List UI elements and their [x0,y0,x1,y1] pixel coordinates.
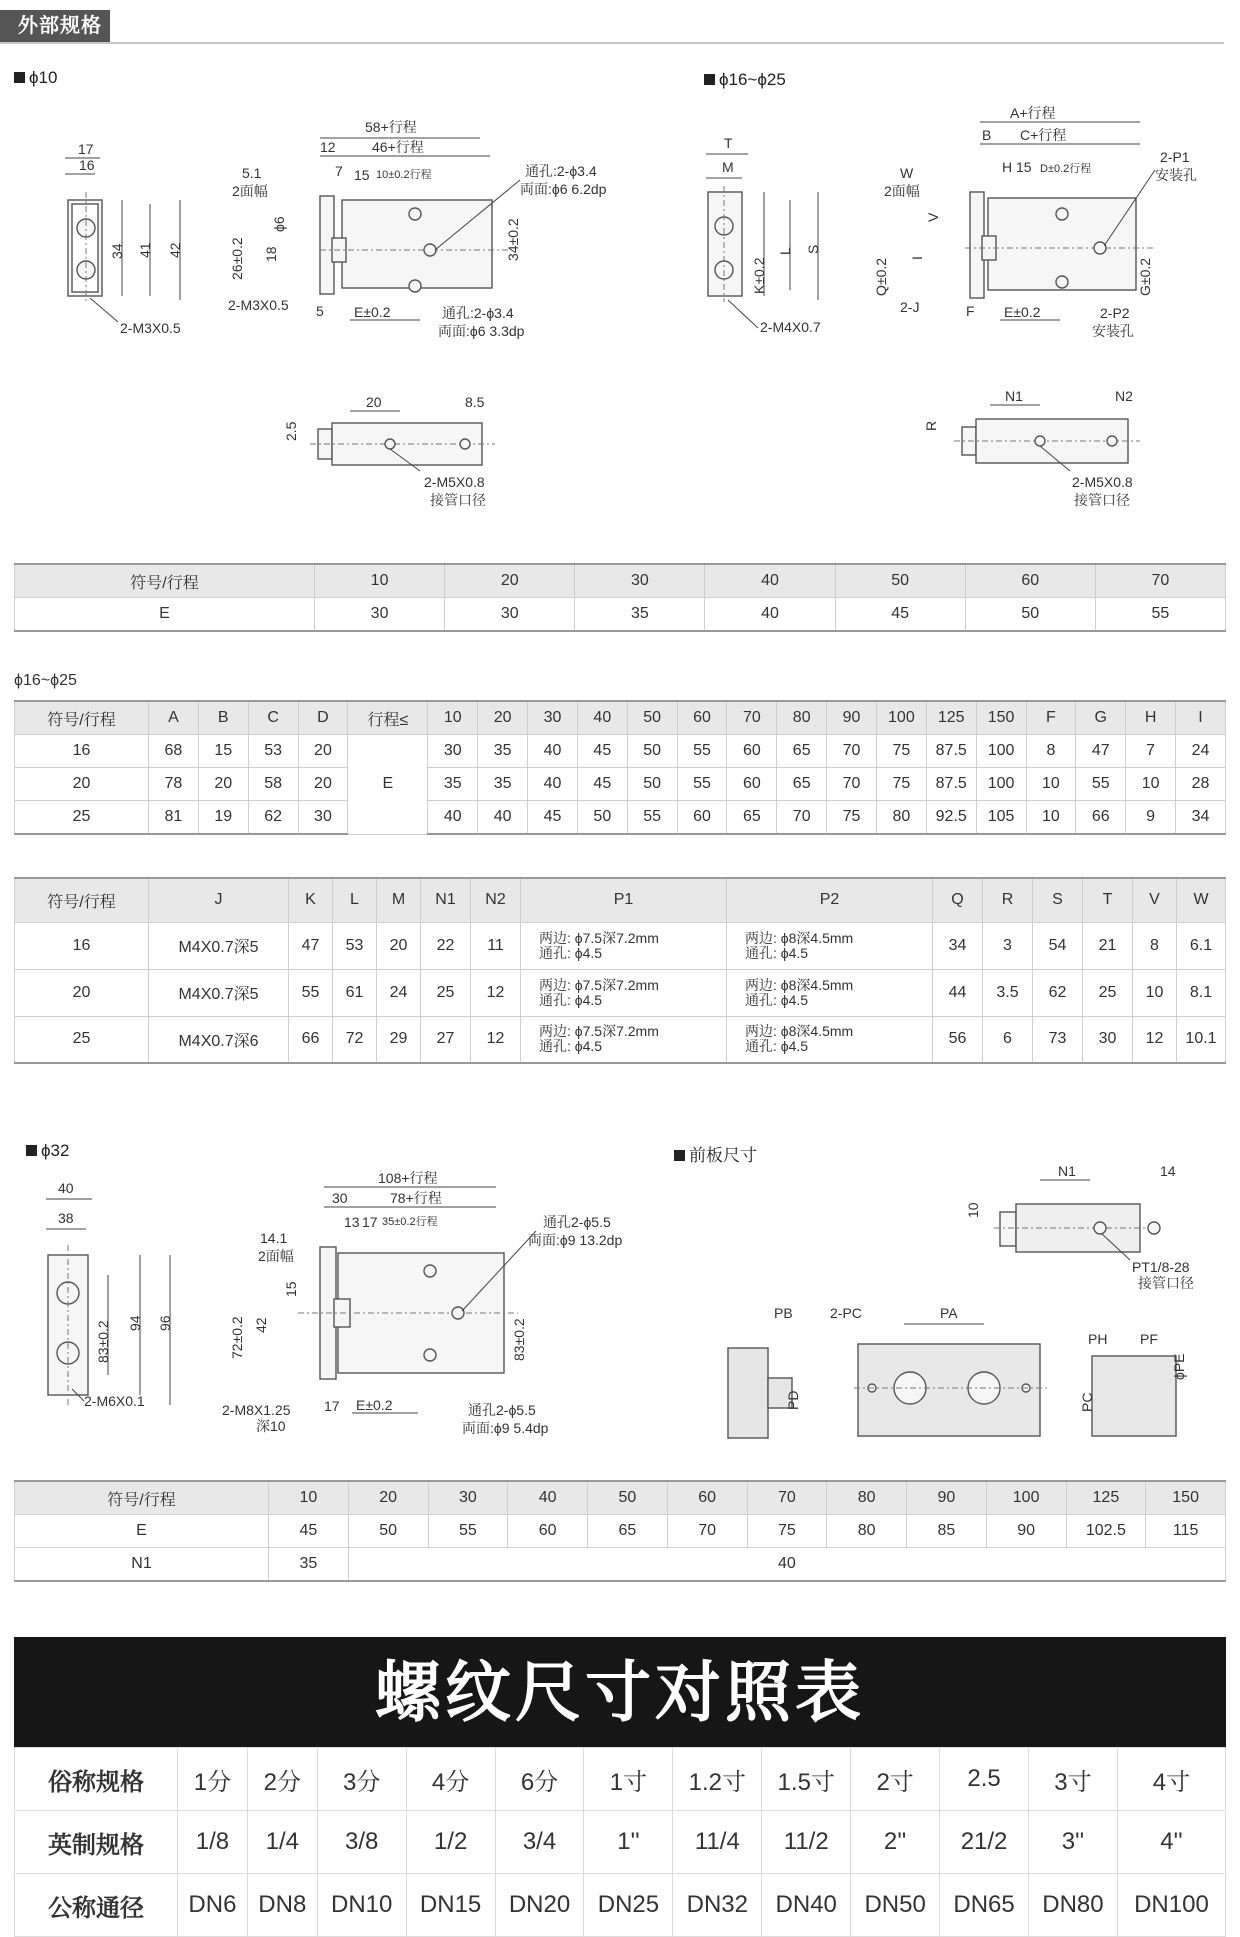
svg-text:両面:ϕ9 13.2dp: 両面:ϕ9 13.2dp [528,1232,623,1248]
svg-text:34: 34 [109,243,125,259]
table-row: 25 81 19 62 30 40 40 45 50 55 60 65 70 75 80 92.5 105 10 66 9 34 [15,801,1226,835]
svg-text:PT1/8-28: PT1/8-28 [1132,1259,1190,1275]
table-header-row: 符号/行程 10 20 30 40 50 60 70 [15,564,1226,598]
svg-text:Q±0.2: Q±0.2 [873,257,889,296]
table2-e-label: E [348,735,428,835]
svg-text:40: 40 [58,1180,74,1196]
table2-title: ϕ16~ϕ25 [14,672,77,689]
svg-text:26±0.2: 26±0.2 [229,237,245,280]
svg-text:38: 38 [58,1210,74,1226]
svg-text:PH: PH [1088,1331,1108,1347]
svg-text:13: 13 [344,1214,360,1230]
svg-text:T: T [724,135,733,151]
table-header-row: 符号/行程 10 20 30 40 50 60 70 80 90 100 125 150 [15,1481,1226,1515]
svg-text:2-P2: 2-P2 [1100,305,1130,321]
svg-text:G±0.2: G±0.2 [1137,257,1153,296]
svg-text:N1: N1 [1005,388,1023,404]
svg-text:PA: PA [940,1305,958,1321]
svg-text:72±0.2: 72±0.2 [229,1316,245,1359]
svg-text:46+行程: 46+行程 [372,139,424,155]
fig-label-phi16-25: ϕ16~ϕ25 [704,70,786,90]
svg-text:20: 20 [366,394,382,410]
svg-text:35±0.2行程: 35±0.2行程 [382,1216,438,1228]
table-phi16-25-main [14,700,1226,835]
svg-text:S: S [805,244,821,254]
svg-text:H: H [1002,159,1013,175]
svg-text:深10: 深10 [256,1418,286,1434]
svg-text:17: 17 [324,1398,340,1414]
svg-text:通孔:2-ϕ3.4: 通孔:2-ϕ3.4 [442,305,514,321]
drawing-phi16-25-top-view [920,385,1160,520]
svg-text:E±0.2: E±0.2 [356,1397,393,1413]
table-row: 16 M4X0.7深5 47 53 20 22 11 两边: ϕ7.5深7.2mm 通孔: ϕ4.5 两边: ϕ8深4.5mm 通孔: ϕ4.5 34 3 54 21 8 6.1 [15,922,1226,969]
svg-text:2.5: 2.5 [283,421,299,441]
svg-text:N1: N1 [1058,1163,1076,1179]
svg-text:15: 15 [283,1281,299,1297]
svg-text:ϕ6: ϕ6 [271,216,287,232]
svg-text:F: F [966,303,975,319]
table-phi16-25-ports [14,877,1226,1064]
table-row: N1 35 40 [15,1548,1226,1582]
svg-text:17: 17 [362,1214,378,1230]
svg-text:両面:ϕ6 3.3dp: 両面:ϕ6 3.3dp [438,323,525,339]
table-row: E 45 50 55 60 65 70 75 80 85 90 102.5 115 [15,1515,1226,1548]
svg-text:10±0.2行程: 10±0.2行程 [376,169,432,181]
svg-text:R: R [923,420,939,431]
table-phi32-stroke [14,1480,1226,1582]
svg-text:N2: N2 [1115,388,1133,404]
table-row: 25 M4X0.7深6 66 72 29 27 12 两边: ϕ7.5深7.2mm 通孔: ϕ4.5 两边: ϕ8深4.5mm 通孔: ϕ4.5 56 6 73 30 12 10.1 [15,1016,1226,1063]
svg-text:K±0.2: K±0.2 [751,257,767,294]
svg-text:15: 15 [354,167,370,183]
thread-size-table [14,1747,1226,1937]
svg-text:接管口径: 接管口径 [430,492,486,508]
fig-label-front-plate: 前板尺寸 [674,1141,757,1166]
svg-text:42: 42 [253,1317,269,1333]
svg-text:安装孔: 安装孔 [1092,323,1134,339]
svg-text:2-M6X0.1: 2-M6X0.1 [84,1393,145,1409]
svg-text:2-P1: 2-P1 [1160,149,1190,165]
svg-text:安装孔: 安装孔 [1155,167,1197,183]
svg-text:83±0.2: 83±0.2 [511,1318,527,1361]
svg-text:ϕPE: ϕPE [1171,1353,1187,1380]
section-title: 外部规格 [0,10,110,42]
svg-text:2面幅: 2面幅 [232,183,268,199]
drawing-phi32-side-view [218,1170,658,1445]
svg-text:L: L [777,247,793,255]
drawing-front-plate-top [960,1160,1220,1295]
svg-text:42: 42 [167,242,183,258]
svg-text:E±0.2: E±0.2 [1004,304,1041,320]
svg-text:2-M5X0.8: 2-M5X0.8 [1072,474,1133,490]
svg-text:W: W [900,165,914,181]
svg-text:PB: PB [774,1305,793,1321]
svg-text:2面幅: 2面幅 [884,183,920,199]
svg-text:通孔2-ϕ5.5: 通孔2-ϕ5.5 [468,1402,536,1418]
svg-text:2-M8X1.25: 2-M8X1.25 [222,1402,291,1418]
svg-text:5: 5 [316,303,324,319]
svg-text:接管口径: 接管口径 [1074,492,1130,508]
svg-text:83±0.2: 83±0.2 [95,1320,111,1363]
svg-text:M: M [722,159,734,175]
svg-text:10: 10 [965,1202,981,1218]
svg-text:8.5: 8.5 [465,394,485,410]
svg-text:17: 17 [78,141,94,157]
svg-text:接管口径: 接管口径 [1138,1275,1194,1291]
table-row: E 30 30 35 40 45 50 55 [15,598,1226,632]
svg-text:2-J: 2-J [900,299,920,315]
drawing-phi32-end-view [20,1175,200,1415]
svg-text:D±0.2行程: D±0.2行程 [1040,163,1092,175]
svg-text:16: 16 [79,157,95,173]
drawing-phi16-25-end-view [690,130,870,350]
table-row: 16 68 15 53 20 E 30 35 40 45 50 55 60 65 70 75 87.5 100 8 47 7 24 [15,735,1226,768]
svg-text:2面幅: 2面幅 [258,1248,294,1264]
svg-text:V: V [925,212,941,222]
svg-text:15: 15 [1016,159,1032,175]
svg-text:PF: PF [1140,1331,1158,1347]
svg-text:30: 30 [332,1190,348,1206]
section-header [0,10,1224,44]
svg-text:2-PC: 2-PC [830,1305,862,1321]
table-row: 20 M4X0.7深5 55 61 24 25 12 两边: ϕ7.5深7.2mm 通孔: ϕ4.5 两边: ϕ8深4.5mm 通孔: ϕ4.5 44 3.5 62 25 10 8.1 [15,969,1226,1016]
table-phi10-stroke [14,563,1226,632]
svg-text:両面:ϕ9 5.4dp: 両面:ϕ9 5.4dp [462,1420,549,1436]
svg-text:14.1: 14.1 [260,1230,288,1246]
table-row: 俗称规格 1分 2分 3分 4分 6分 1寸 1.2寸 1.5寸 2寸 2.5 3寸 4寸 [15,1748,1226,1811]
drawing-front-plate-views [720,1300,1220,1440]
svg-text:96: 96 [157,1315,173,1331]
svg-text:A+行程: A+行程 [1010,105,1056,121]
svg-text:2-M4X0.7: 2-M4X0.7 [760,319,821,335]
table-row: 英制规格 1/8 1/4 3/8 1/2 3/4 1'' 11/4 11/2 2'' 21/2 3'' 4'' [15,1811,1226,1874]
drawing-phi10-top-view [280,385,580,520]
svg-text:94: 94 [127,1315,143,1331]
svg-text:58+行程: 58+行程 [365,119,417,135]
svg-text:5.1: 5.1 [242,165,262,181]
table-row: 公称通径 DN6 DN8 DN10 DN15 DN20 DN25 DN32 DN40 DN50 DN65 DN80 DN100 [15,1874,1226,1937]
svg-text:12: 12 [320,139,336,155]
svg-text:7: 7 [335,163,343,179]
svg-text:34±0.2: 34±0.2 [505,218,521,261]
svg-text:E±0.2: E±0.2 [354,304,391,320]
svg-text:14: 14 [1160,1163,1176,1179]
table-header-row: 符号/行程 A B C D 行程≤ 10 20 30 40 50 60 70 80 90 100 125 150 F G H I [15,701,1226,735]
svg-text:C+行程: C+行程 [1020,127,1067,143]
table-row: 20 78 20 58 20 35 35 40 45 50 55 60 65 70 75 87.5 100 10 55 10 28 [15,768,1226,801]
fig-label-phi10: ϕ10 [14,68,57,88]
svg-text:I: I [909,256,925,260]
svg-text:B: B [982,127,992,143]
svg-text:通孔:2-ϕ3.4: 通孔:2-ϕ3.4 [525,163,597,179]
svg-text:18: 18 [263,246,279,262]
drawing-phi10-end-view [0,130,220,350]
svg-text:2-M3X0.5: 2-M3X0.5 [120,320,181,336]
fig-label-phi32: ϕ32 [26,1141,69,1161]
svg-text:2-M5X0.8: 2-M5X0.8 [424,474,485,490]
table-header-row: 符号/行程 J K L M N1 N2 P1 P2 Q R S T V W [15,878,1226,922]
svg-text:通孔2-ϕ5.5: 通孔2-ϕ5.5 [543,1214,611,1230]
svg-text:両面:ϕ6 6.2dp: 両面:ϕ6 6.2dp [520,181,607,197]
svg-text:41: 41 [137,242,153,258]
svg-text:PC: PC [1079,1392,1095,1412]
svg-text:108+行程: 108+行程 [378,1170,438,1186]
drawing-phi16-25-side-view [870,105,1240,360]
svg-text:78+行程: 78+行程 [390,1190,442,1206]
svg-text:2-M3X0.5: 2-M3X0.5 [228,297,289,313]
svg-text:PD: PD [785,1390,801,1410]
drawing-phi10-side-view [220,110,690,360]
thread-table-title: 螺纹尺寸对照表 [14,1637,1226,1747]
